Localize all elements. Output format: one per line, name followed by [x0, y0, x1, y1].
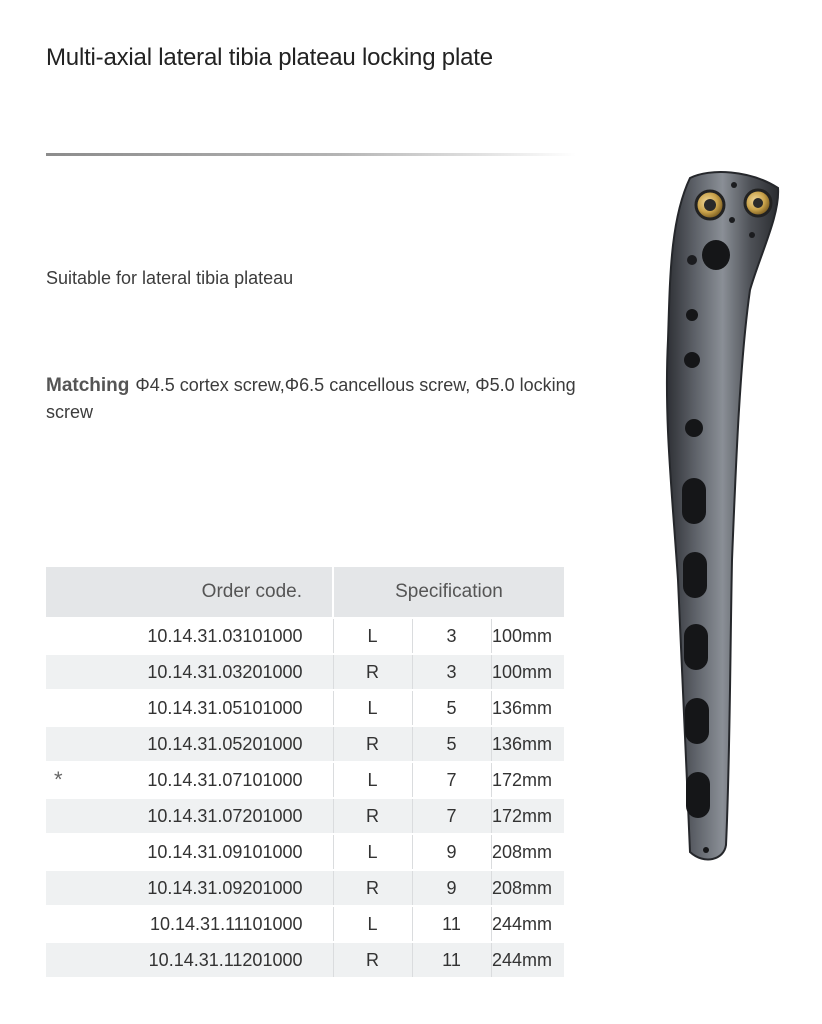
- table-row: [46, 834, 564, 870]
- table-row: [46, 942, 564, 977]
- table-row: [46, 690, 564, 726]
- length-cell: 100mm: [491, 654, 564, 690]
- length-cell: 244mm: [491, 906, 564, 942]
- side-cell: R: [333, 870, 412, 906]
- bone-plate-image: [640, 160, 800, 880]
- asterisk-icon: *: [54, 767, 63, 792]
- side-cell: L: [333, 690, 412, 726]
- order-code-cell: [46, 654, 333, 690]
- table-header-row: [46, 567, 564, 618]
- order-code-cell: [46, 690, 333, 726]
- length-cell: 172mm: [491, 762, 564, 798]
- table-row: [46, 870, 564, 906]
- length-cell: 208mm: [491, 834, 564, 870]
- matching-label: Matching: [46, 375, 130, 396]
- order-code-cell: [46, 906, 333, 942]
- order-code-cell: [46, 870, 333, 906]
- length-cell: 136mm: [491, 690, 564, 726]
- length-cell: 208mm: [491, 870, 564, 906]
- table-row: [46, 762, 564, 798]
- order-code: 10.14.31.09101000: [147, 841, 303, 862]
- order-code: 10.14.31.07101000: [147, 769, 303, 790]
- table-row: [46, 654, 564, 690]
- side-cell: L: [333, 618, 412, 654]
- table-body: [46, 618, 564, 977]
- length-cell: 100mm: [491, 618, 564, 654]
- order-code: 10.14.31.11101000: [150, 913, 303, 934]
- holes-cell: 11: [412, 942, 491, 977]
- header-specification: Specification: [333, 567, 564, 618]
- holes-cell: 11: [412, 906, 491, 942]
- table-row: [46, 798, 564, 834]
- table-row: [46, 906, 564, 942]
- order-code-cell: [46, 798, 333, 834]
- holes-cell: 7: [412, 762, 491, 798]
- title-divider: [46, 153, 576, 156]
- side-cell: R: [333, 798, 412, 834]
- length-cell: 244mm: [491, 942, 564, 977]
- page-title: Multi-axial lateral tibia plateau locking plate: [46, 44, 493, 71]
- side-cell: R: [333, 942, 412, 977]
- length-cell: 136mm: [491, 726, 564, 762]
- order-code-cell: [46, 618, 333, 654]
- holes-cell: 9: [412, 870, 491, 906]
- order-code: 10.14.31.09201000: [147, 877, 303, 898]
- table-row: [46, 618, 564, 654]
- side-cell: L: [333, 834, 412, 870]
- order-code: 10.14.31.05201000: [147, 733, 303, 754]
- side-cell: R: [333, 726, 412, 762]
- holes-cell: 3: [412, 618, 491, 654]
- header-order-code: Order code.: [46, 567, 333, 618]
- table-row: [46, 726, 564, 762]
- order-code-cell: [46, 726, 333, 762]
- holes-cell: 3: [412, 654, 491, 690]
- order-code-cell: [46, 942, 333, 977]
- order-code: 10.14.31.03201000: [147, 661, 303, 682]
- order-code-cell: [46, 762, 333, 798]
- holes-cell: 7: [412, 798, 491, 834]
- length-cell: 172mm: [491, 798, 564, 834]
- matching-text: [46, 372, 616, 426]
- suitable-text: Suitable for lateral tibia plateau: [46, 268, 294, 288]
- order-code: 10.14.31.07201000: [147, 805, 303, 826]
- side-cell: L: [333, 906, 412, 942]
- order-code-cell: [46, 834, 333, 870]
- order-code: 10.14.31.05101000: [147, 697, 303, 718]
- holes-cell: 5: [412, 690, 491, 726]
- matching-screws: Φ4.5 cortex screw,Φ6.5 cancellous screw, Φ5.0 locking screw: [46, 375, 576, 422]
- side-cell: R: [333, 654, 412, 690]
- order-code: 10.14.31.03101000: [147, 625, 303, 646]
- order-table: [46, 567, 564, 977]
- order-code: 10.14.31.11201000: [148, 949, 303, 970]
- holes-cell: 9: [412, 834, 491, 870]
- holes-cell: 5: [412, 726, 491, 762]
- side-cell: L: [333, 762, 412, 798]
